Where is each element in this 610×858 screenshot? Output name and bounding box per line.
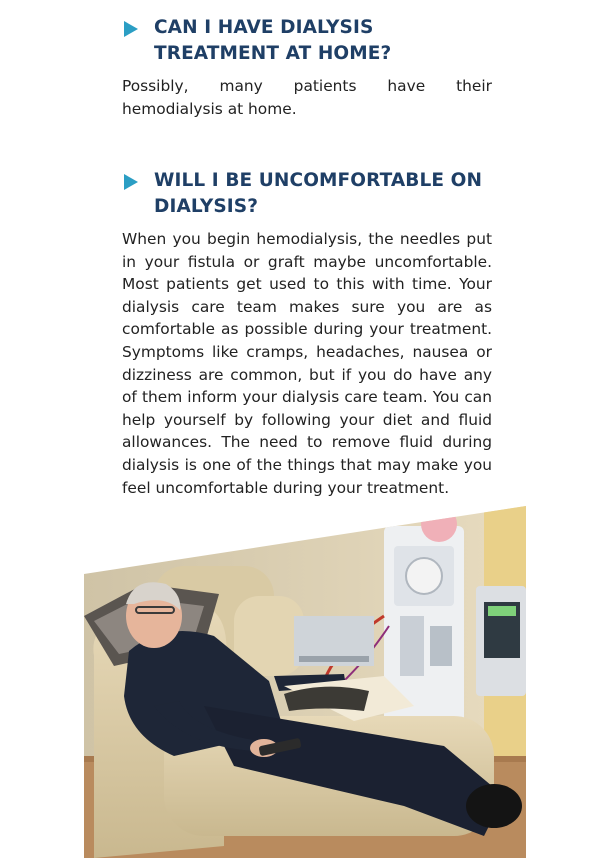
answer-text: When you begin hemodialysis, the needles put in your fistula or graft maybe uncomfortable. Most patients get used to this with time. Your dialysis care team makes sure you are as comfortable as possible during your treatment. Symptoms like cramps, headaches, nausea or dizziness are common, but if you do have any of them inform your dialysis care team. You can help yourself by following your diet and fluid allowances. The need to remove fluid during dialysis is one of the things that may make you feel uncomfortable during your treatment. — [122, 230, 492, 497]
question-title: CAN I HAVE DIALYSIS TREATMENT AT HOME? — [154, 17, 392, 64]
triangle-bullet-icon — [124, 21, 138, 37]
faq-section-comfort — [122, 168, 492, 499]
patient-dialysis-photo — [84, 506, 526, 858]
question-heading — [122, 15, 492, 67]
answer-text: Possibly, many patients have their hemodialysis at home. — [122, 77, 492, 118]
photo-illustration — [84, 506, 526, 858]
faq-section-home-dialysis — [122, 15, 492, 120]
question-title: WILL I BE UNCOMFORTABLE ON DIALYSIS? — [154, 170, 483, 217]
question-heading — [122, 168, 492, 220]
triangle-bullet-icon — [124, 174, 138, 190]
